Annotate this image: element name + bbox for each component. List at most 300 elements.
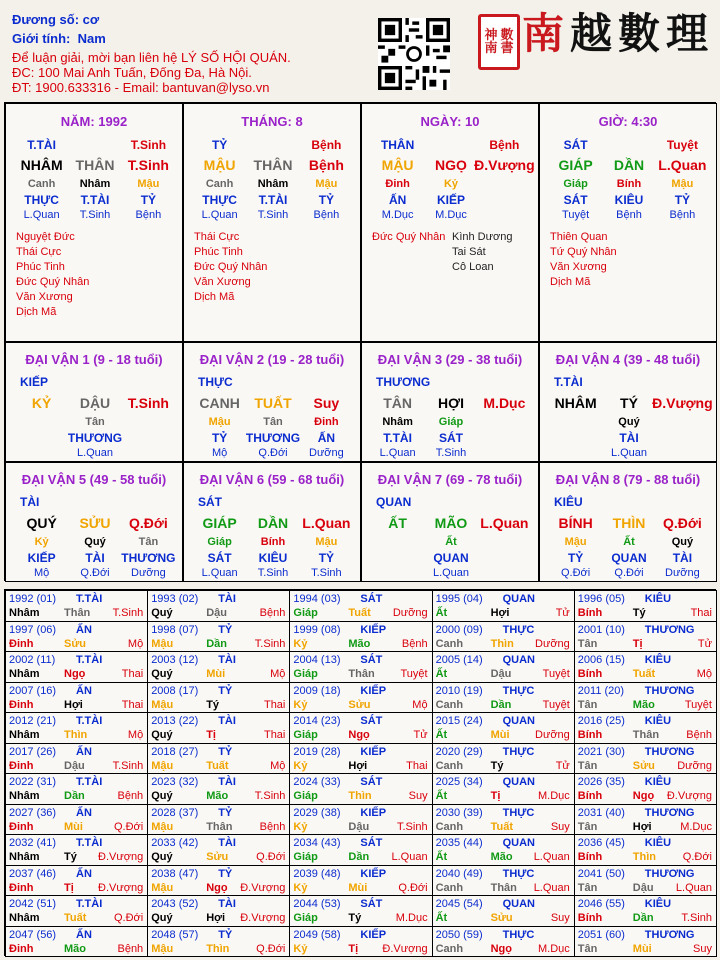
cell-text: Dưỡng bbox=[131, 567, 166, 579]
year-stem: Đinh bbox=[9, 820, 34, 833]
star-item: Nguyệt Đức bbox=[16, 231, 75, 243]
year-label: 1996 (05) bbox=[577, 593, 625, 605]
cell-text: NGỌ bbox=[435, 157, 467, 173]
year-branch: Tị bbox=[632, 637, 643, 650]
year-branch: Dậu bbox=[348, 820, 370, 833]
logo-glyph: 越 bbox=[570, 9, 619, 58]
year-stage: Tuyệt bbox=[400, 668, 428, 680]
star-item: Phúc Tinh bbox=[194, 246, 243, 258]
cell-text: DẦN bbox=[613, 157, 645, 173]
cell-text: Bính bbox=[616, 178, 642, 190]
cell-text: Tân bbox=[138, 536, 159, 548]
year-stem: Quý bbox=[151, 790, 173, 802]
dai-van-title[interactable]: ĐẠI VẬN 6 (59 - 68 tuổi) bbox=[199, 472, 345, 487]
year-stage: Q.Đới bbox=[682, 851, 712, 863]
year-branch: Mùi bbox=[490, 729, 510, 741]
year-label: 2048 (57) bbox=[151, 928, 199, 941]
year-god: KIẾP bbox=[360, 745, 387, 758]
year-stem: Bính bbox=[577, 607, 603, 619]
cell-text: KIẾP bbox=[27, 551, 56, 565]
year-stage: Bệnh bbox=[117, 942, 144, 955]
year-cell[interactable] bbox=[147, 712, 290, 744]
year-cell[interactable] bbox=[5, 651, 148, 683]
year-cell[interactable] bbox=[574, 895, 717, 927]
year-stem: Canh bbox=[435, 698, 464, 711]
year-stem: Tân bbox=[577, 698, 598, 711]
cell-text: TỶ bbox=[211, 431, 228, 445]
dai-van-title[interactable]: ĐẠI VẬN 3 (29 - 38 tuổi) bbox=[377, 352, 523, 367]
cell-text: Dưỡng bbox=[665, 567, 700, 579]
year-stem: Kỷ bbox=[293, 820, 308, 833]
year-label: 2043 (52) bbox=[151, 898, 199, 910]
year-stage: Tuyệt bbox=[542, 668, 570, 680]
year-cell[interactable] bbox=[574, 834, 717, 866]
year-cell[interactable] bbox=[574, 773, 717, 805]
dai-van-3[interactable] bbox=[361, 342, 539, 462]
year-god: QUAN bbox=[502, 593, 535, 605]
year-branch: Thân bbox=[490, 881, 517, 894]
year-cell[interactable] bbox=[147, 743, 290, 775]
year-cell[interactable] bbox=[289, 865, 432, 897]
year-label: 1994 (03) bbox=[293, 593, 341, 605]
year-cell[interactable] bbox=[574, 651, 717, 683]
year-cell[interactable] bbox=[5, 712, 148, 744]
header bbox=[0, 0, 720, 102]
year-label: 2049 (58) bbox=[293, 928, 341, 941]
year-stage: T.Sinh bbox=[112, 607, 144, 619]
year-stem: Giáp bbox=[293, 790, 318, 802]
cell-text: T.TÀI bbox=[258, 193, 288, 207]
year-stage: Bệnh bbox=[259, 607, 286, 619]
year-stage: Q.Đới bbox=[113, 912, 144, 924]
cell-text: TÀI bbox=[672, 551, 693, 565]
year-cell[interactable] bbox=[432, 590, 575, 622]
year-stem: Tân bbox=[577, 759, 598, 772]
year-stage: Bệnh bbox=[686, 729, 712, 741]
star-item: Đức Quý Nhân bbox=[194, 261, 268, 273]
cell-text: Ất bbox=[623, 536, 635, 548]
year-god: ẤN bbox=[76, 684, 92, 697]
year-stage: T.Sinh bbox=[254, 790, 286, 802]
year-stem: Bính bbox=[577, 729, 603, 741]
year-cell[interactable] bbox=[5, 804, 148, 836]
year-god: TÀI bbox=[218, 837, 236, 849]
cell-text: TỶ bbox=[318, 551, 335, 565]
year-stage: T.Sinh bbox=[112, 759, 144, 772]
year-stem: Đinh bbox=[9, 637, 34, 650]
year-stage: Dưỡng bbox=[535, 637, 570, 650]
year-branch: Hợi bbox=[348, 759, 368, 772]
year-cell[interactable] bbox=[432, 682, 575, 714]
year-cell[interactable] bbox=[289, 895, 432, 927]
year-label: 2000 (09) bbox=[435, 623, 483, 636]
year-branch: Dần bbox=[632, 912, 654, 924]
cell-text: Mậu bbox=[671, 178, 694, 190]
pillar-stars bbox=[550, 230, 617, 290]
year-cell[interactable] bbox=[574, 590, 717, 622]
dai-van-god: SÁT bbox=[198, 495, 222, 509]
year-god: KIẾP bbox=[360, 684, 387, 697]
cell-text: DẬU bbox=[79, 395, 111, 411]
year-god: T.TÀI bbox=[76, 776, 103, 788]
year-stem: Bính bbox=[577, 790, 603, 802]
star-item: Thiên Quan bbox=[550, 231, 608, 243]
year-god: ẤN bbox=[76, 867, 92, 880]
year-branch: Thìn bbox=[632, 851, 657, 863]
year-cell[interactable] bbox=[147, 682, 290, 714]
dai-van-title[interactable]: ĐẠI VẬN 5 (49 - 58 tuổi) bbox=[21, 472, 167, 487]
qr-code-icon[interactable] bbox=[378, 18, 450, 90]
year-cell[interactable] bbox=[289, 651, 432, 683]
year-god: THƯƠNG bbox=[644, 684, 695, 697]
year-cell[interactable] bbox=[432, 895, 575, 927]
year-stage: Suy bbox=[550, 820, 570, 833]
cell-text: KIẾP bbox=[436, 193, 465, 207]
year-label: 2027 (36) bbox=[9, 806, 57, 819]
year-cell[interactable] bbox=[432, 926, 575, 958]
year-cell[interactable] bbox=[5, 895, 148, 927]
pillar-title: GIỜ: 4:30 bbox=[598, 114, 658, 129]
year-branch: Mão bbox=[206, 790, 229, 802]
year-branch: Dần bbox=[64, 790, 85, 802]
year-cell[interactable] bbox=[147, 773, 290, 805]
year-stem: Quý bbox=[151, 912, 173, 924]
year-cell[interactable] bbox=[147, 895, 290, 927]
cell-text: M.Dục bbox=[435, 209, 467, 221]
year-stem: Giáp bbox=[293, 729, 318, 741]
year-god: KIÊU bbox=[644, 776, 672, 788]
cell-text: T.Sinh bbox=[435, 447, 467, 459]
year-label: 2028 (37) bbox=[151, 806, 199, 819]
year-stage: Suy bbox=[550, 912, 570, 924]
year-stage: Bệnh bbox=[259, 820, 286, 833]
year-label: 2012 (21) bbox=[9, 715, 57, 727]
year-label: 2004 (13) bbox=[293, 654, 341, 666]
cell-text: T.Sinh bbox=[257, 567, 289, 579]
year-god: KIẾP bbox=[360, 867, 387, 880]
dai-van-2[interactable] bbox=[183, 342, 361, 462]
cell-text: L.Quan bbox=[76, 447, 114, 459]
dai-van-god: KIÊU bbox=[554, 495, 583, 509]
year-branch: Sửu bbox=[348, 698, 371, 711]
cell-text: CANH bbox=[199, 395, 240, 411]
logo-glyph: 理 bbox=[666, 9, 715, 58]
year-branch: Thân bbox=[348, 668, 375, 680]
year-cell[interactable] bbox=[289, 834, 432, 866]
year-cell[interactable] bbox=[432, 712, 575, 744]
year-cell[interactable] bbox=[5, 743, 148, 775]
pillar-stars bbox=[16, 230, 89, 320]
year-stem: Nhâm bbox=[9, 668, 40, 680]
year-god: THỰC bbox=[502, 623, 535, 636]
year-god: KIÊU bbox=[644, 715, 672, 727]
year-label: 1992 (01) bbox=[9, 593, 57, 605]
year-stem: Nhâm bbox=[9, 607, 40, 619]
year-stem: Quý bbox=[151, 851, 173, 863]
year-label: 2017 (26) bbox=[9, 745, 57, 758]
dai-van-title[interactable]: ĐẠI VẬN 4 (39 - 48 tuổi) bbox=[555, 352, 701, 367]
year-god: KIÊU bbox=[644, 898, 672, 910]
dai-van-1[interactable] bbox=[5, 342, 183, 462]
dai-van-6[interactable] bbox=[183, 462, 361, 582]
year-stem: Nhâm bbox=[9, 790, 40, 802]
star-item: Tứ Quý Nhân bbox=[550, 246, 617, 258]
year-cell[interactable] bbox=[574, 621, 717, 653]
year-cell[interactable] bbox=[147, 926, 290, 958]
seal-glyph: 書 bbox=[500, 41, 514, 56]
dai-van-8[interactable] bbox=[539, 462, 717, 582]
star-item: Tai Sát bbox=[452, 246, 486, 258]
year-label: 1997 (06) bbox=[9, 623, 57, 636]
year-cell[interactable] bbox=[432, 773, 575, 805]
year-stage: M.Dục bbox=[395, 912, 428, 924]
year-branch: Tị bbox=[64, 881, 74, 894]
year-god: TỶ bbox=[218, 745, 233, 758]
year-god: TỶ bbox=[218, 684, 233, 697]
year-branch: Thân bbox=[206, 820, 233, 833]
year-god: ẤN bbox=[76, 928, 92, 941]
pillar-4 bbox=[539, 103, 717, 342]
cell-text: THỰC bbox=[202, 193, 237, 207]
year-cell[interactable] bbox=[5, 773, 148, 805]
year-stage: Mộ bbox=[127, 729, 144, 741]
year-cell[interactable] bbox=[574, 926, 717, 958]
year-cell[interactable] bbox=[147, 651, 290, 683]
year-stage: Đ.Vượng bbox=[98, 851, 144, 863]
year-stage: Tuyệt bbox=[542, 698, 570, 711]
cell-text: THÂN bbox=[253, 157, 293, 173]
pillar-stars-secondary bbox=[452, 230, 512, 275]
cell-text: ẤT bbox=[388, 515, 407, 531]
year-stem: Quý bbox=[151, 668, 173, 680]
year-cell[interactable] bbox=[289, 743, 432, 775]
year-stage: Tử bbox=[555, 759, 570, 772]
year-label: 2001 (10) bbox=[577, 623, 625, 636]
dai-van-7[interactable] bbox=[361, 462, 539, 582]
year-label: 2036 (45) bbox=[577, 837, 625, 849]
year-cell[interactable] bbox=[147, 621, 290, 653]
year-stage: Dưỡng bbox=[677, 759, 712, 772]
pillar-2 bbox=[183, 103, 361, 342]
year-cell[interactable] bbox=[432, 651, 575, 683]
year-cell[interactable] bbox=[289, 773, 432, 805]
year-cell[interactable] bbox=[147, 804, 290, 836]
year-label: 2005 (14) bbox=[435, 654, 483, 666]
cell-text: KIÊU bbox=[258, 551, 288, 565]
year-stage: Tuyệt bbox=[684, 698, 712, 711]
year-label: 2022 (31) bbox=[9, 776, 57, 788]
cell-text: Đinh bbox=[314, 416, 339, 428]
cell-text: TÀI bbox=[619, 431, 639, 445]
year-stage: M.Dục bbox=[538, 942, 570, 955]
year-cell[interactable] bbox=[574, 712, 717, 744]
year-god: TÀI bbox=[218, 776, 236, 788]
cell-text: TỶ bbox=[211, 138, 228, 152]
cell-text: HỢI bbox=[438, 395, 464, 411]
year-god: THỰC bbox=[502, 745, 535, 758]
year-stem: Ất bbox=[435, 912, 448, 924]
year-god: T.TÀI bbox=[76, 715, 103, 727]
year-god: QUAN bbox=[502, 837, 535, 849]
year-god: TỶ bbox=[218, 928, 233, 941]
pillar-title: NGÀY: 10 bbox=[420, 114, 480, 129]
cell-text: THƯƠNG bbox=[67, 431, 123, 445]
year-cell[interactable] bbox=[5, 590, 148, 622]
year-cell[interactable] bbox=[432, 865, 575, 897]
year-cell[interactable] bbox=[147, 834, 290, 866]
year-label: 2024 (33) bbox=[293, 776, 341, 788]
year-god: THỰC bbox=[502, 684, 535, 697]
year-stage: Mộ bbox=[127, 637, 144, 650]
year-branch: Mão bbox=[490, 851, 513, 863]
year-label: 2039 (48) bbox=[293, 867, 341, 880]
year-cell[interactable] bbox=[432, 834, 575, 866]
year-cell[interactable] bbox=[574, 743, 717, 775]
year-cell[interactable] bbox=[574, 865, 717, 897]
cell-text: GIÁP bbox=[202, 515, 237, 531]
year-stage: M.Dục bbox=[680, 820, 712, 833]
cell-text: Tân bbox=[263, 416, 283, 428]
cell-text: Nhâm bbox=[257, 178, 289, 190]
cell-text: Bệnh bbox=[313, 209, 340, 221]
year-label: 2029 (38) bbox=[293, 806, 341, 819]
cell-text: SÁT bbox=[563, 138, 588, 152]
year-stem: Canh bbox=[435, 759, 464, 772]
year-cell[interactable] bbox=[432, 621, 575, 653]
year-cell[interactable] bbox=[289, 926, 432, 958]
year-label: 2006 (15) bbox=[577, 654, 625, 666]
cell-text: TỶ bbox=[140, 193, 157, 207]
year-cell[interactable] bbox=[289, 621, 432, 653]
dai-van-title[interactable]: ĐẠI VẬN 7 (69 - 78 tuổi) bbox=[377, 472, 523, 487]
year-god: TỶ bbox=[218, 806, 233, 819]
year-branch: Ngọ bbox=[64, 668, 86, 680]
cell-text: Q.Đới bbox=[663, 515, 702, 531]
year-cell[interactable] bbox=[5, 834, 148, 866]
brand-logo bbox=[522, 10, 714, 58]
year-cell[interactable] bbox=[289, 712, 432, 744]
year-stem: Tân bbox=[577, 942, 598, 955]
cell-text: Quý bbox=[84, 536, 106, 548]
year-cell[interactable] bbox=[432, 743, 575, 775]
year-stem: Bính bbox=[577, 851, 603, 863]
cell-text: KỶ bbox=[31, 395, 52, 411]
star-item: Dịch Mã bbox=[194, 291, 235, 303]
cell-text: BÍNH bbox=[558, 515, 593, 531]
year-cell[interactable] bbox=[289, 804, 432, 836]
dai-van-god: THỰC bbox=[198, 375, 233, 389]
dai-van-title[interactable]: ĐẠI VẬN 8 (79 - 88 tuổi) bbox=[555, 472, 701, 487]
year-cell[interactable] bbox=[5, 682, 148, 714]
year-god: THỰC bbox=[502, 867, 535, 880]
year-god: QUAN bbox=[502, 715, 535, 727]
year-stage: Q.Đới bbox=[398, 881, 428, 894]
year-cell[interactable] bbox=[289, 590, 432, 622]
year-branch: Mùi bbox=[632, 942, 652, 955]
cell-text: Tuyệt bbox=[562, 209, 590, 221]
pillar-3 bbox=[361, 103, 539, 342]
cell-text: L.Quan bbox=[610, 447, 648, 459]
year-stage: Q.Đới bbox=[113, 820, 144, 833]
star-item: Cô Loan bbox=[452, 261, 494, 273]
cell-text: TÀI bbox=[85, 551, 105, 565]
cell-text: L.Quan bbox=[658, 157, 707, 173]
dai-van-title[interactable]: ĐẠI VẬN 1 (9 - 18 tuổi) bbox=[25, 352, 163, 367]
year-cell[interactable] bbox=[147, 865, 290, 897]
year-god: ẤN bbox=[76, 623, 92, 636]
year-stage: Tử bbox=[555, 607, 570, 619]
year-cell[interactable] bbox=[574, 682, 717, 714]
year-label: 2037 (46) bbox=[9, 867, 57, 880]
cell-text: L.Quan bbox=[23, 209, 60, 221]
year-branch: Tý bbox=[206, 698, 220, 711]
year-stem: Nhâm bbox=[9, 851, 40, 863]
year-god: THỰC bbox=[502, 928, 535, 941]
cell-text: NHÂM bbox=[20, 157, 63, 173]
year-label: 1995 (04) bbox=[435, 593, 483, 605]
year-god: SÁT bbox=[360, 654, 383, 666]
year-stem: Mậu bbox=[151, 698, 174, 711]
year-branch: Thân bbox=[64, 607, 91, 619]
dai-van-5[interactable] bbox=[5, 462, 183, 582]
year-god: ẤN bbox=[76, 745, 92, 758]
star-item: Phúc Tinh bbox=[16, 261, 65, 273]
cell-text: DẦN bbox=[257, 515, 289, 531]
year-cell[interactable] bbox=[432, 804, 575, 836]
contact-intro: Để luận giải, mời bạn liên hệ LÝ SỐ HỘI QUÁN. bbox=[12, 50, 291, 65]
year-cell[interactable] bbox=[574, 804, 717, 836]
year-branch: Mùi bbox=[206, 668, 226, 680]
year-branch: Tuất bbox=[632, 668, 656, 680]
year-stage: Thai bbox=[121, 698, 144, 711]
year-stem: Đinh bbox=[9, 759, 34, 772]
chart-grid bbox=[4, 102, 716, 581]
year-cell[interactable] bbox=[147, 590, 290, 622]
year-cell[interactable] bbox=[289, 682, 432, 714]
year-stage: Đ.Vượng bbox=[382, 942, 428, 955]
cell-text: Bệnh bbox=[489, 138, 520, 152]
seal-glyph: 神 bbox=[484, 28, 498, 43]
gender-label: Giới tính: bbox=[12, 31, 71, 46]
year-cell[interactable] bbox=[5, 621, 148, 653]
star-item: Đức Quý Nhân bbox=[16, 276, 90, 288]
year-branch: Ngọ bbox=[632, 790, 655, 802]
pillar-1 bbox=[5, 103, 183, 342]
year-stage: Mộ bbox=[412, 698, 428, 711]
year-stem: Kỷ bbox=[293, 759, 308, 772]
cell-text: QUÝ bbox=[26, 515, 57, 531]
year-stem: Mậu bbox=[151, 820, 174, 833]
year-label: 2032 (41) bbox=[9, 837, 57, 849]
cell-text: Q.Đới bbox=[129, 515, 168, 531]
dai-van-title[interactable]: ĐẠI VẬN 2 (19 - 28 tuổi) bbox=[199, 352, 345, 367]
cell-text: Mậu bbox=[564, 536, 587, 548]
year-cell[interactable] bbox=[5, 865, 148, 897]
cell-text: ẤN bbox=[388, 193, 407, 207]
year-god: QUAN bbox=[502, 776, 535, 788]
year-stem: Tân bbox=[577, 881, 598, 894]
year-stem: Kỷ bbox=[293, 698, 308, 711]
year-stem: Kỷ bbox=[293, 637, 308, 650]
cell-text: Q.Đới bbox=[561, 567, 591, 579]
seal-glyph: 南 bbox=[484, 41, 498, 56]
year-stem: Canh bbox=[435, 881, 464, 894]
year-cell[interactable] bbox=[5, 926, 148, 958]
cell-text: L.Quan bbox=[480, 515, 529, 531]
year-stem: Ất bbox=[435, 790, 448, 802]
cell-text: T.Sinh bbox=[257, 209, 289, 221]
dai-van-4[interactable] bbox=[539, 342, 717, 462]
